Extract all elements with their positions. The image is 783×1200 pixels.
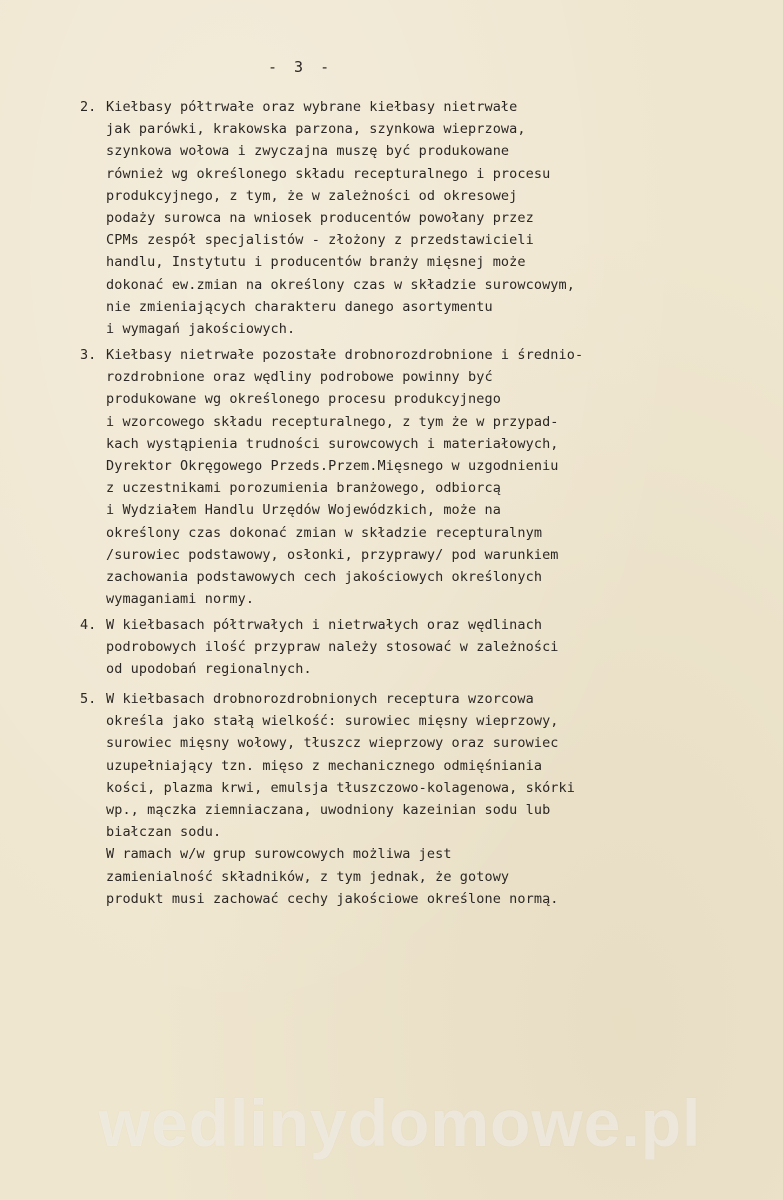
page-number: - 3 - (268, 58, 334, 76)
text-line: /surowiec podstawowy, osłonki, przyprawy/ pod warunkiem (106, 546, 559, 563)
text-line: surowiec mięsny wołowy, tłuszcz wieprzowy oraz surowiec (106, 735, 559, 752)
text-line: określa jako stałą wielkość: surowiec mięsny wieprzowy, (106, 713, 559, 730)
text-line: W kiełbasach półtrwałych i nietrwałych oraz wędlinach (106, 617, 543, 633)
item-text (106, 688, 575, 910)
text-line: podaży surowca na wniosek producentów powołany przez (106, 210, 534, 227)
text-line: z uczestnikami porozumienia branżowego, odbiorcą (106, 480, 501, 497)
text-line: rozdrobnione oraz wędliny podrobowe powinny być (106, 369, 493, 386)
text-line: i wymagań jakościowych. (106, 321, 296, 338)
text-line: dokonać ew.zmian na określony czas w składzie surowcowym, (106, 276, 575, 293)
text-line: kach wystąpienia trudności surowcowych i materiałowych, (106, 435, 559, 452)
text-line: zachowania podstawowych cech jakościowych określonych (106, 569, 543, 586)
text-line: Kiełbasy półtrwałe oraz wybrane kiełbasy nietrwałe (106, 99, 518, 115)
text-line: również wg określonego składu recepturalnego i procesu (106, 165, 551, 182)
text-line: CPMs zespół specjalistów - złożony z przedstawicieli (106, 232, 534, 249)
text-line: szynkowa wołowa i zwyczajna muszę być produkowane (106, 143, 510, 160)
text-line: i Wydziałem Handlu Urzędów Wojewódzkich, może na (106, 502, 501, 519)
text-line: jak parówki, krakowska parzona, szynkowa wieprzowa, (106, 121, 526, 138)
text-line: kości, plazma krwi, emulsja tłuszczowo-kolagenowa, skórki (106, 779, 575, 796)
text-line: Kiełbasy nietrwałe pozostałe drobnorozdrobnione i średnio- (106, 347, 584, 363)
item-text (106, 614, 559, 681)
text-line: handlu, Instytutu i producentów branży mięsnej może (106, 254, 526, 271)
text-line: podrobowych ilość przypraw należy stosować w zależności (106, 639, 559, 656)
text-line: produkt musi zachować cechy jakościowe określone normą. (106, 890, 559, 907)
watermark: wedlinydomowe.pl (98, 1086, 702, 1160)
text-line: W ramach w/w grup surowcowych możliwa jest (106, 846, 452, 863)
text-line: zamienialność składników, z tym jednak, że gotowy (106, 868, 510, 885)
text-line: uzupełniający tzn. mięso z mechanicznego odmięśniania (106, 757, 543, 774)
text-line: wymaganiami normy. (106, 591, 255, 608)
item-number: 2. (80, 99, 97, 115)
text-line: od upodobań regionalnych. (106, 661, 312, 678)
item-text (106, 96, 575, 340)
text-line: nie zmieniających charakteru danego asortymentu (106, 298, 493, 315)
text-line: określony czas dokonać zmian w składzie recepturalnym (106, 524, 543, 541)
item-number: 3. (80, 347, 97, 363)
item-number: 5. (80, 691, 97, 707)
text-line: wp., mączka ziemniaczana, uwodniony kazeinian sodu lub (106, 802, 551, 819)
item-number: 4. (80, 617, 97, 633)
item-text (106, 344, 583, 610)
text-line: produkcyjnego, z tym, że w zależności od okresowej (106, 187, 518, 204)
text-line: białczan sodu. (106, 824, 222, 841)
text-line: W kiełbasach drobnorozdrobnionych receptura wzorcowa (106, 691, 534, 707)
text-line: produkowane wg określonego procesu produkcyjnego (106, 391, 501, 408)
text-line: i wzorcowego składu recepturalnego, z tym że w przypad- (106, 413, 559, 430)
text-line: Dyrektor Okręgowego Przeds.Przem.Mięsnego w uzgodnieniu (106, 458, 559, 475)
